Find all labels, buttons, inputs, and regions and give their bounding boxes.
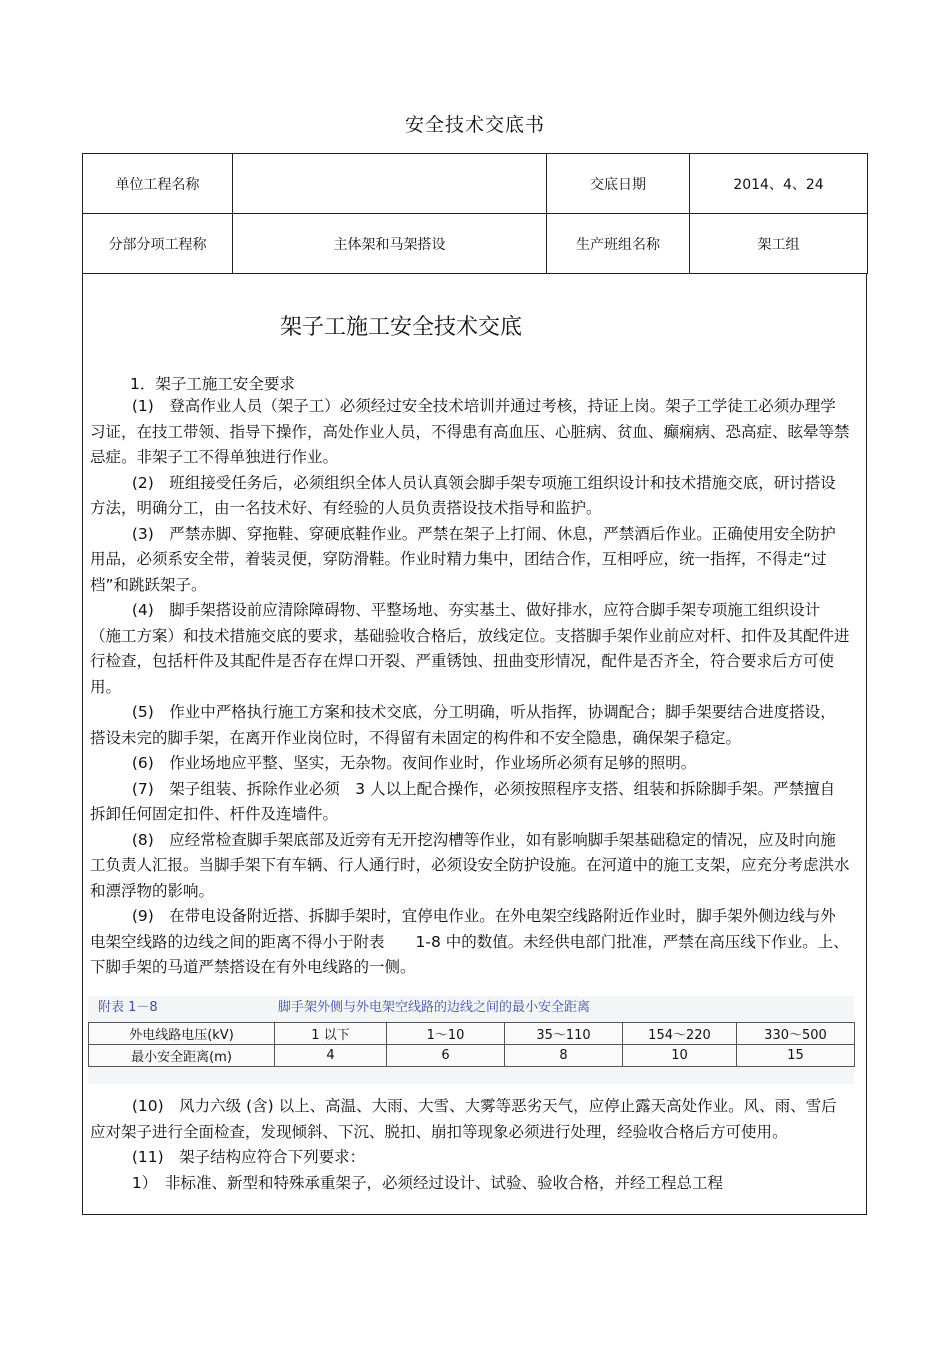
table-row bbox=[83, 154, 868, 214]
caption-number: 附表 1－8 bbox=[98, 1000, 158, 1015]
voltage-cell: 35～110 bbox=[505, 1023, 623, 1045]
unit-project-label: 单位工程名称 bbox=[83, 154, 233, 214]
caption-text: 脚手架外侧与外电架空线路的边线之间的最小安全距离 bbox=[278, 1000, 591, 1015]
date-label: 交底日期 bbox=[547, 154, 690, 214]
voltage-cell: 1 以下 bbox=[275, 1023, 387, 1045]
subproject-value: 主体架和马架搭设 bbox=[233, 214, 547, 274]
distance-cell: 8 bbox=[505, 1045, 623, 1067]
voltage-cell: 330～500 bbox=[737, 1023, 855, 1045]
team-value: 架工组 bbox=[690, 214, 868, 274]
team-label: 生产班组名称 bbox=[547, 214, 690, 274]
paragraph-5: (5) 作业中严格执行施工方案和技术交底，分工明确，听从指挥，协调配合；脚手架要结合进度搭设，搭设未完的脚手架，在离开作业岗位时，不得留有未固定的构件和不安全隐患，确保架子稳定。 bbox=[90, 703, 836, 747]
paragraph-10: (10) 风力六级 (含) 以上、高温、大雨、大雪、大雾等恶劣天气，应停止露天高处作业。风、雨、雪后应对架子进行全面检查，发现倾斜、下沉、脱扣、崩扣等现象必须进行处理，经验收合格后方可使用。 bbox=[90, 1097, 837, 1141]
paragraph-11: (11) 架子结构应符合下列要求： bbox=[131, 1148, 366, 1166]
subproject-label: 分部分项工程称 bbox=[83, 214, 233, 274]
document-title: 安全技术交底书 bbox=[404, 114, 545, 136]
info-table bbox=[82, 153, 868, 274]
paragraph-2: (2) 班组接受任务后，必须组织全体人员认真领会脚手架专项施工组织设计和技术措施交底，研讨搭设方法，明确分工，由一名技术好、有经验的人员负责搭设技术指导和监护。 bbox=[90, 473, 836, 517]
voltage-cell: 1～10 bbox=[387, 1023, 505, 1045]
paragraph-3: (3) 严禁赤脚、穿拖鞋、穿硬底鞋作业。严禁在架子上打闹、休息，严禁酒后作业。正确使用安全防护用品，必须系安全带，着装灵便，穿防滑鞋。作业时精力集中，团结合作，互相呼应，统一指挥，不得走“过档”和跳跃架子。 bbox=[90, 524, 836, 594]
voltage-label: 外电线路电压(kV) bbox=[89, 1023, 275, 1045]
paragraph-8: (8) 应经常检查脚手架底部及近旁有无开挖沟槽等作业，如有影响脚手架基础稳定的情况，应及时向施工负责人汇报。当脚手架下有车辆、行人通行时，必须设安全防护设施。在河道中的施工支架，应充分考虑洪水和漂浮物的影响。 bbox=[90, 830, 850, 900]
paragraph-4: (4) 脚手架搭设前应清除障碍物、平整场地、夯实基土、做好排水，应符合脚手架专项施工组织设计（施工方案）和技术措施交底的要求，基础验收合格后，放线定位。支搭脚手架作业前应对杆、扣件及其配件进行检查，包括杆件及其配件是否存在焊口开裂、严重锈蚀、扭曲变形情况，配件是否齐全，符合要求后方可使用。 bbox=[90, 601, 850, 696]
paragraph-1: (1) 登高作业人员（架子工）必须经过安全技术培训并通过考核，持证上岗。架子工学徒工必须办理学习证，在技工带领、指导下操作，高处作业人员，不得患有高血压、心脏病、贫血、癫痫病、恐高症、眩晕等禁忌症。非架子工不得单独进行作业。 bbox=[90, 397, 850, 466]
distance-cell: 6 bbox=[387, 1045, 505, 1067]
paragraph-9: (9) 在带电设备附近搭、拆脚手架时，宜停电作业。在外电架空线路附近作业时，脚手架外侧边线与外电架空线路的边线之间的距离不得小于附表 1-8 中的数值。未经供电部门批准，严禁在高压线下作业。上、下脚手架的马道严禁搭设在有外电线路的一侧。 bbox=[90, 907, 849, 976]
main-title: 架子工施工安全技术交底 bbox=[280, 315, 523, 340]
distance-cell: 10 bbox=[623, 1045, 737, 1067]
distance-cell: 15 bbox=[737, 1045, 855, 1067]
voltage-row bbox=[89, 1023, 855, 1045]
table-caption bbox=[88, 996, 854, 1020]
unit-project-value bbox=[233, 154, 547, 214]
paragraph-6: (6) 作业场地应平整、坚实，无杂物。夜间作业时，作业场所必须有足够的照明。 bbox=[131, 754, 697, 772]
paragraph-11-item-1: 1） 非标准、新型和特殊承重架子，必须经过设计、试验、验收合格，并经工程总工程 bbox=[131, 1173, 723, 1192]
requirements-body-continued bbox=[90, 1094, 850, 1196]
distance-row bbox=[89, 1045, 855, 1067]
safety-distance-table bbox=[88, 996, 854, 1084]
voltage-cell: 154～220 bbox=[623, 1023, 737, 1045]
distance-grid bbox=[88, 1022, 855, 1067]
distance-label: 最小安全距离(m) bbox=[89, 1045, 275, 1067]
date-value: 2014、4、24 bbox=[690, 154, 868, 214]
requirements-body bbox=[90, 394, 850, 981]
paragraph-7: (7) 架子组装、拆除作业必须 3 人以上配合操作，必须按照程序支搭、组装和拆除脚手架。严禁擅自拆卸任何固定扣件、杆件及连墙件。 bbox=[90, 779, 836, 823]
section-heading: 1．架子工施工安全要求 bbox=[130, 375, 295, 393]
table-row bbox=[83, 214, 868, 274]
distance-cell: 4 bbox=[275, 1045, 387, 1067]
